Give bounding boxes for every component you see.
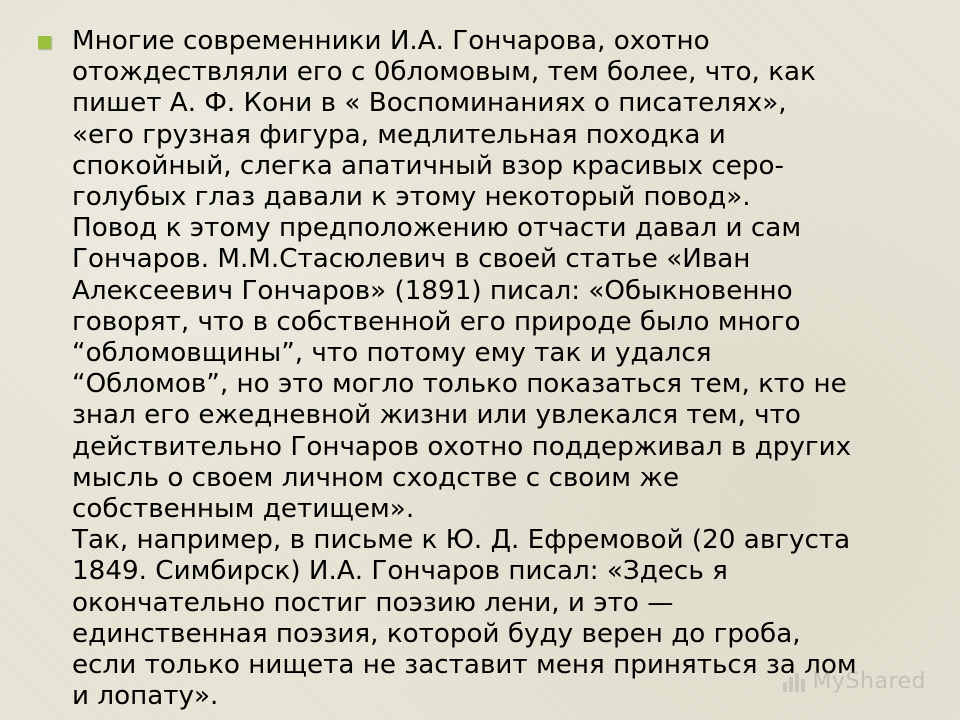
text-line: окончательно постиг поэзию лени, и это — xyxy=(72,587,674,618)
text-line: 1849. Симбирск) И.А. Гончаров писал: «Здесь я xyxy=(72,556,728,587)
text-line: отождествляли его с 0бломовым, тем более, что, как xyxy=(72,57,816,88)
watermark xyxy=(781,668,926,694)
text-line: если только нищета не заставит меня приняться за лом xyxy=(72,650,857,681)
text-line: “обломовщины”, что потому ему так и удался xyxy=(72,338,712,369)
text-line: “Обломов”, но это могло только показаться тем, кто не xyxy=(72,369,847,400)
text-line: «его грузная фигура, медлительная походка и xyxy=(72,119,726,150)
text-line: голубых глаз давали к этому некоторый повод». xyxy=(72,182,751,213)
text-line: Многие современники И.А. Гончарова, охотно xyxy=(72,26,710,56)
bullet-square-icon xyxy=(38,36,51,49)
watermark-text: MyShared xyxy=(812,668,926,694)
text-line: Так, например, в письме к Ю. Д. Ефремовой (20 августа xyxy=(72,525,851,556)
text-line: знал его ежедневной жизни или увлекался тем, что xyxy=(72,400,801,431)
slide-body-text xyxy=(72,26,920,712)
text-line: действительно Гончаров охотно поддерживал в других xyxy=(72,431,852,462)
text-line: собственным детищем». xyxy=(72,494,415,525)
text-line: мысль о своем личном сходстве с своим же xyxy=(72,462,680,493)
text-line: говорят, что в собственной его природе было много xyxy=(72,306,801,337)
text-line: спокойный, слегка апатичный взор красивых серо- xyxy=(72,150,784,181)
text-line: Алексеевич Гончаров» (1891) писал: «Обыкновенно xyxy=(72,275,793,306)
text-line: единственная поэзия, которой буду верен до гроба, xyxy=(72,618,801,649)
text-line: и лопату». xyxy=(72,681,219,712)
text-line: пишет А. Ф. Кони в « Воспоминаниях о писателях», xyxy=(72,88,787,119)
text-line: Гончаров. М.М.Стасюлевич в своей статье «Иван xyxy=(72,244,751,275)
text-line: Повод к этому предположению отчасти давал и сам xyxy=(72,213,802,244)
watermark-logo-icon xyxy=(781,668,807,694)
